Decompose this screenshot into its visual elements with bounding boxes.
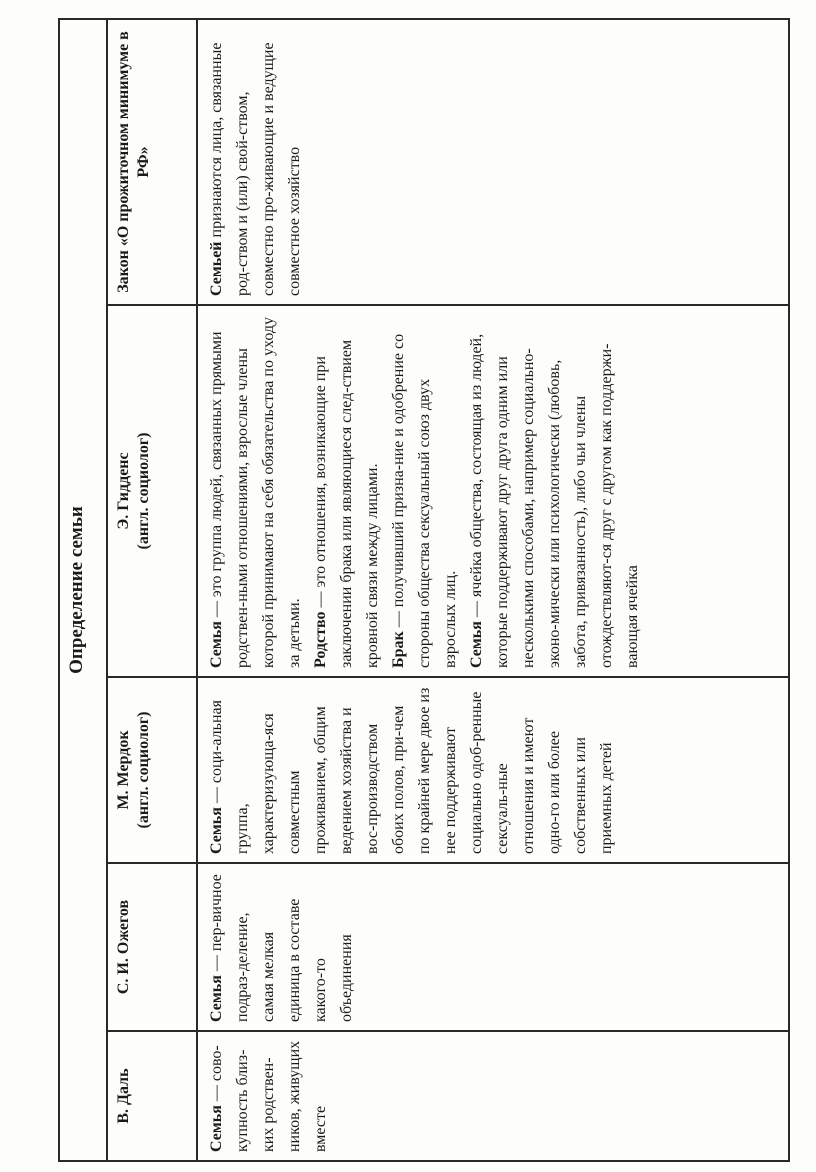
definition-text: — это отношения, возникающие при заключении брака или являющиеся след-ствием кровной связи между лицами. bbox=[312, 339, 381, 668]
definition-text: — соци-альная группа, характеризующа-яся совместным проживанием, общим ведением хозяйства и вос-производством обоих полов, при-чем по крайней мере двое из нее поддерживают социально одоб-ренные сексуаль-ные отношения и имеют одно-го или более собственных или приемных детей bbox=[208, 687, 615, 854]
definition-term: Брак bbox=[390, 631, 407, 668]
definition-entry bbox=[204, 1040, 334, 1152]
column-header-law bbox=[107, 19, 197, 305]
definition-text: — получивший призна-ние и одобрение со стороны общества сексуальный союз двух взрослых лиц. bbox=[390, 333, 459, 668]
author-name: М. Мердок bbox=[115, 730, 132, 810]
definition-entry bbox=[386, 314, 464, 668]
definition-entry bbox=[308, 314, 386, 668]
caption-row bbox=[59, 19, 107, 1161]
definition-entry bbox=[204, 872, 360, 1022]
definition-text: — сово-купность близ-ких родствен-ников, живущих вместе bbox=[208, 1040, 329, 1152]
definition-cell-dal bbox=[197, 1031, 789, 1161]
column-header-murdock bbox=[107, 677, 197, 863]
definition-term: Семья bbox=[208, 975, 225, 1022]
author-name: С. И. Ожегов bbox=[115, 899, 132, 995]
definition-text: — это группа людей, связанных прямыми родствен-ными отношениями, взрослые члены которой принимают на себя обязательства по уходу за детьми. bbox=[208, 316, 303, 668]
definition-text: — ячейка общества, состоящая из людей, которые поддерживают друг друга одним или несколькими способами, например социально-эконо-мически или психологически (любовь, забота, привязанность), либо чьи члены отождествляют-ся друг с другом как поддержи-вающая ячейка bbox=[468, 333, 641, 668]
column-header-ozhegov bbox=[107, 863, 197, 1031]
definition-entry bbox=[464, 314, 646, 668]
column-header-giddens bbox=[107, 305, 197, 677]
definition-cell-ozhegov bbox=[197, 863, 789, 1031]
definition-cell-giddens bbox=[197, 305, 789, 677]
definition-entry bbox=[204, 314, 308, 668]
author-name: Э. Гидденс bbox=[115, 452, 132, 530]
header-row bbox=[107, 19, 197, 1161]
definition-entry bbox=[204, 686, 620, 854]
definition-entry bbox=[204, 28, 308, 296]
definition-term: Семья bbox=[208, 807, 225, 854]
family-definitions-table bbox=[58, 18, 790, 1162]
rotated-table-container bbox=[58, 20, 790, 1162]
definition-text: признаются лица, связанные род-ством и (или) свой-ством, совместно про-живающие и ведущие совместное хозяйство bbox=[208, 42, 303, 296]
definition-term: Семья bbox=[208, 621, 225, 668]
author-name: В. Даль bbox=[115, 1068, 132, 1124]
definitions-row bbox=[197, 19, 789, 1161]
author-subtitle: (англ. социолог) bbox=[135, 432, 152, 550]
definition-term: Семья bbox=[468, 621, 485, 668]
definition-cell-law bbox=[197, 19, 789, 305]
author-name: Закон «О прожиточном минимуме в РФ» bbox=[115, 31, 152, 293]
definition-term: Семьей bbox=[208, 241, 225, 296]
author-subtitle: (англ. социолог) bbox=[135, 711, 152, 829]
definition-term: Семья bbox=[208, 1105, 225, 1152]
definition-term: Родство bbox=[312, 611, 329, 668]
column-header-dal bbox=[107, 1031, 197, 1161]
definition-cell-murdock bbox=[197, 677, 789, 863]
table-caption: Определение семьи bbox=[59, 19, 107, 1161]
definition-text: — пер-вичное подраз-деление, самая мелкая единица в составе какого-то объединения bbox=[208, 874, 355, 1022]
